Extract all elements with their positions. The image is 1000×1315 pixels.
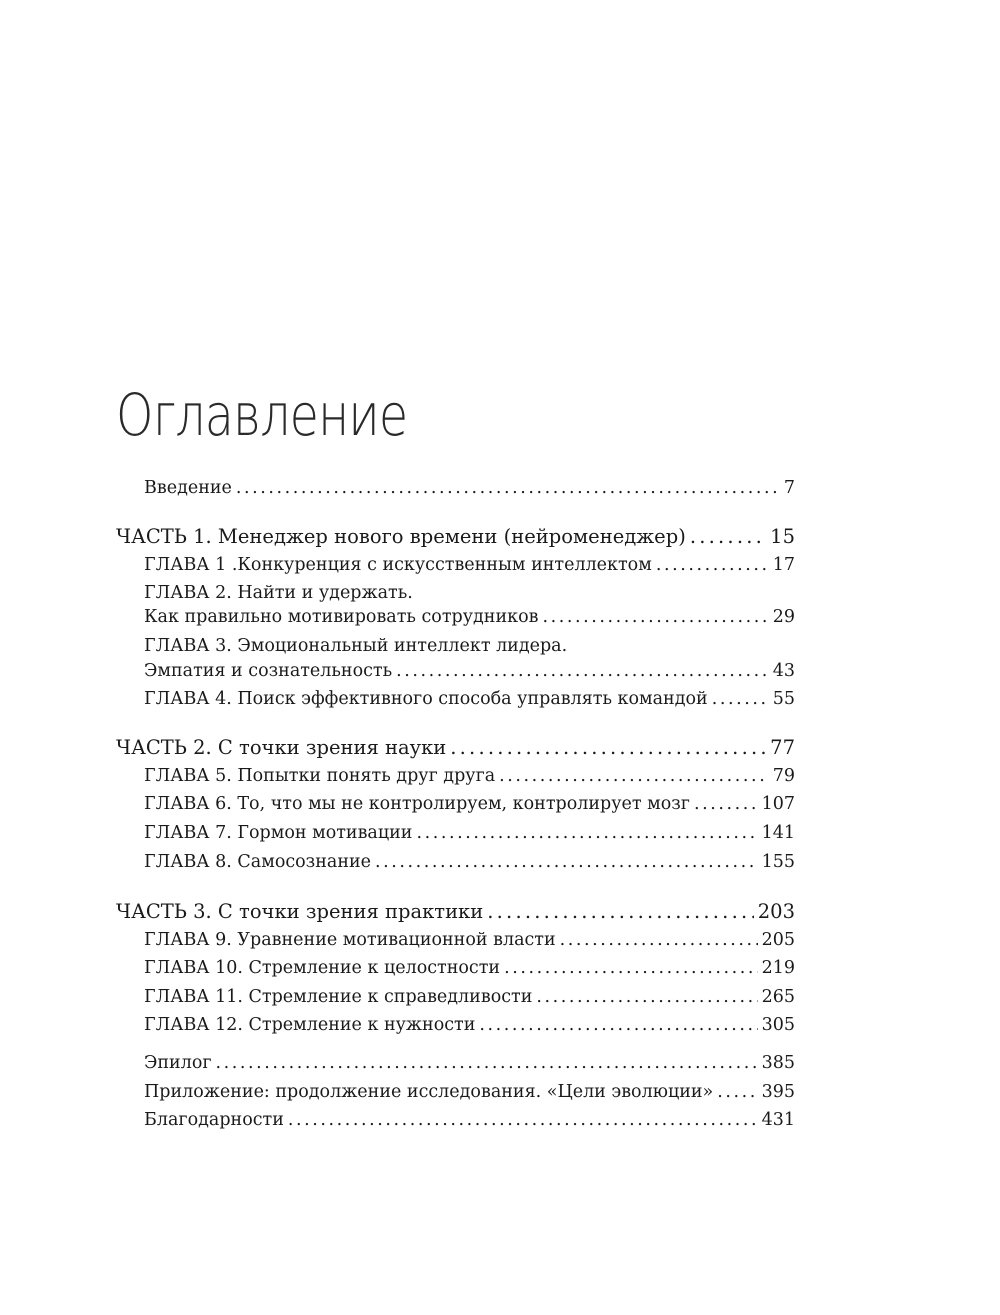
toc-entry-label: Благодарности bbox=[144, 1110, 284, 1130]
dot-leader bbox=[694, 793, 758, 815]
toc-entry-label: Эпилог bbox=[144, 1053, 212, 1073]
toc-part-2[interactable] bbox=[116, 737, 795, 759]
toc-chapter-page: 305 bbox=[761, 1015, 795, 1035]
toc-entry-page: 385 bbox=[761, 1053, 795, 1073]
toc-entry-epilogue[interactable] bbox=[144, 1052, 795, 1074]
toc-chapter-page: 107 bbox=[761, 794, 795, 814]
toc-chapter-label: ГЛАВА 5. Попытки понять друг друга bbox=[144, 766, 496, 786]
toc-chapter-10[interactable] bbox=[144, 957, 795, 979]
toc-chapter-3[interactable] bbox=[144, 660, 795, 682]
dot-leader bbox=[656, 554, 769, 576]
toc-chapter-label: ГЛАВА 10. Стремление к целостности bbox=[144, 958, 501, 978]
toc-entry-label: Приложение: продолжение исследования. «Цели эволюции» bbox=[144, 1082, 714, 1102]
toc-chapter-label: ГЛАВА 8. Самосознание bbox=[144, 852, 372, 872]
toc-part-label: ЧАСТЬ 1. Менеджер нового времени (нейроменеджер) bbox=[116, 525, 686, 548]
toc-chapter-11[interactable] bbox=[144, 986, 795, 1008]
dot-leader bbox=[216, 1052, 758, 1074]
dot-leader bbox=[416, 822, 757, 844]
toc-entry-appendix[interactable] bbox=[144, 1081, 795, 1103]
toc-chapter-label: ГЛАВА 7. Гормон мотивации bbox=[144, 823, 413, 843]
toc-chapter-label: Эмпатия и сознательность bbox=[144, 661, 393, 681]
toc-chapter-page: 155 bbox=[761, 852, 795, 872]
toc-chapter-page: 141 bbox=[761, 823, 795, 843]
toc-chapter-label: ГЛАВА 12. Стремление к нужности bbox=[144, 1015, 476, 1035]
dot-leader bbox=[690, 526, 766, 548]
toc-chapter-4[interactable] bbox=[144, 688, 795, 710]
toc-part-page: 77 bbox=[770, 736, 795, 759]
dot-leader bbox=[536, 986, 757, 1008]
dot-leader bbox=[504, 957, 758, 979]
toc-part-page: 15 bbox=[770, 525, 795, 548]
toc-chapter-12[interactable] bbox=[144, 1014, 795, 1036]
dot-leader bbox=[542, 606, 768, 628]
toc-chapter-label: ГЛАВА 9. Уравнение мотивационной власти bbox=[144, 930, 556, 950]
toc-chapter-2[interactable] bbox=[144, 606, 795, 628]
dot-leader bbox=[236, 477, 780, 499]
toc-entry-page: 395 bbox=[761, 1082, 795, 1102]
toc-chapter-page: 219 bbox=[761, 958, 795, 978]
toc-entry-page: 7 bbox=[783, 478, 795, 498]
dot-leader bbox=[450, 737, 766, 759]
toc-chapter-page: 29 bbox=[772, 607, 795, 627]
toc-chapter-page: 43 bbox=[772, 661, 795, 681]
dot-leader bbox=[288, 1109, 758, 1131]
dot-leader bbox=[717, 1081, 757, 1103]
toc-part-3[interactable] bbox=[116, 901, 795, 923]
dot-leader bbox=[396, 660, 769, 682]
dot-leader bbox=[712, 688, 769, 710]
toc-entry-page: 431 bbox=[761, 1110, 795, 1130]
toc-chapter-page: 17 bbox=[772, 555, 795, 575]
toc-chapter-page: 265 bbox=[761, 987, 795, 1007]
toc-chapter-label: Как правильно мотивировать сотрудников bbox=[144, 607, 539, 627]
toc-chapter-label: ГЛАВА 6. То, что мы не контролируем, контролирует мозг bbox=[144, 794, 690, 814]
toc-chapter-6[interactable] bbox=[144, 793, 795, 815]
toc-chapter-label: ГЛАВА 11. Стремление к справедливости bbox=[144, 987, 533, 1007]
toc-chapter-label: ГЛАВА 1 .Конкуренция с искусственным интеллектом bbox=[144, 555, 652, 575]
toc-entry-acknowledgements[interactable] bbox=[144, 1109, 795, 1131]
toc-chapter-5[interactable] bbox=[144, 765, 795, 787]
toc-chapter-label: ГЛАВА 4. Поиск эффективного способа управлять командой bbox=[144, 689, 708, 709]
toc-chapter-page: 205 bbox=[761, 930, 795, 950]
dot-leader bbox=[487, 901, 754, 923]
page-title: Оглавление bbox=[116, 381, 408, 449]
toc-chapter-2-line1[interactable]: ГЛАВА 2. Найти и удержать. bbox=[144, 583, 413, 603]
toc-part-1[interactable] bbox=[116, 526, 795, 548]
toc-chapter-9[interactable] bbox=[144, 929, 795, 951]
toc-part-label: ЧАСТЬ 2. С точки зрения науки bbox=[116, 736, 447, 759]
toc-chapter-3-line1[interactable]: ГЛАВА 3. Эмоциональный интеллект лидера. bbox=[144, 636, 568, 656]
toc-chapter-1[interactable] bbox=[144, 554, 795, 576]
toc-chapter-page: 55 bbox=[772, 689, 795, 709]
toc-chapter-8[interactable] bbox=[144, 851, 795, 873]
dot-leader bbox=[560, 929, 758, 951]
toc-part-label: ЧАСТЬ 3. С точки зрения практики bbox=[116, 900, 484, 923]
dot-leader bbox=[499, 765, 769, 787]
dot-leader bbox=[479, 1014, 757, 1036]
toc-entry-intro[interactable] bbox=[144, 477, 795, 499]
toc-part-page: 203 bbox=[757, 900, 795, 923]
toc-entry-label: Введение bbox=[144, 478, 232, 498]
toc-chapter-7[interactable] bbox=[144, 822, 795, 844]
dot-leader bbox=[375, 851, 758, 873]
toc-chapter-page: 79 bbox=[772, 766, 795, 786]
